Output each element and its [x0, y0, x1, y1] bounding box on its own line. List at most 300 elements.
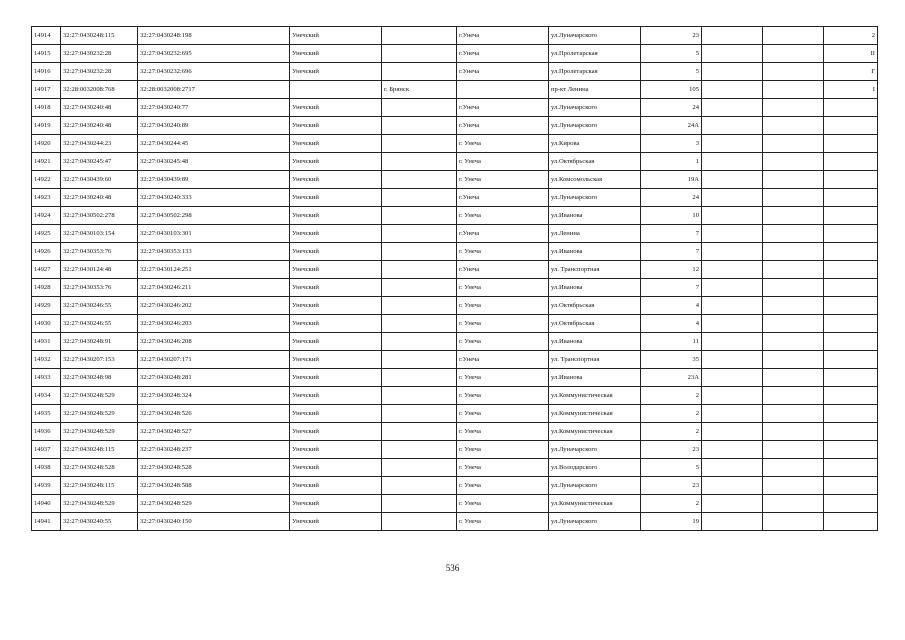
cell-unit: I	[824, 81, 878, 99]
cell-city-name	[382, 63, 457, 81]
cell-parent-cadastral-number: 32:27:0430124:48	[61, 261, 138, 279]
cell-row-number: 14922	[32, 171, 61, 189]
cell-unit	[824, 279, 878, 297]
cell-cadastral-number: 32:27:0430244:45	[138, 135, 290, 153]
cell-city-name	[382, 513, 457, 531]
cell-locality: г. Унеча	[457, 495, 549, 513]
cell-row-number: 14938	[32, 459, 61, 477]
cell-structure	[763, 153, 824, 171]
table-row	[32, 171, 878, 189]
cell-structure	[763, 99, 824, 117]
cell-unit	[824, 459, 878, 477]
cell-locality: г.Унеча	[457, 27, 549, 45]
cell-district: Унечский	[290, 477, 382, 495]
cell-row-number: 14931	[32, 333, 61, 351]
cell-building	[702, 297, 763, 315]
cell-structure	[763, 477, 824, 495]
cell-row-number: 14937	[32, 441, 61, 459]
cell-house-number: 23	[641, 477, 702, 495]
cell-unit	[824, 189, 878, 207]
cell-cadastral-number: 32:27:0430248:198	[138, 27, 290, 45]
cell-city-name	[382, 171, 457, 189]
table-row	[32, 99, 878, 117]
cell-cadastral-number: 32:27:0430232:696	[138, 63, 290, 81]
cell-unit	[824, 207, 878, 225]
cell-row-number: 14917	[32, 81, 61, 99]
cell-unit	[824, 135, 878, 153]
table-row	[32, 513, 878, 531]
cell-district: Унечский	[290, 369, 382, 387]
cell-house-number: 7	[641, 243, 702, 261]
cell-cadastral-number: 32:27:0430246:208	[138, 333, 290, 351]
cell-unit: 2	[824, 27, 878, 45]
cell-structure	[763, 27, 824, 45]
cell-district: Унечский	[290, 99, 382, 117]
cell-street: ул.Луначарского	[549, 513, 641, 531]
cell-street: ул. Транспортная	[549, 351, 641, 369]
table-row	[32, 243, 878, 261]
cell-unit	[824, 243, 878, 261]
cell-district: Унечский	[290, 495, 382, 513]
cell-cadastral-number: 32:27:0430240:150	[138, 513, 290, 531]
cell-city-name	[382, 351, 457, 369]
cell-district: Унечский	[290, 387, 382, 405]
cell-building	[702, 153, 763, 171]
cell-parent-cadastral-number: 32:27:0430248:115	[61, 477, 138, 495]
cell-parent-cadastral-number: 32:27:0430502:278	[61, 207, 138, 225]
cell-unit	[824, 477, 878, 495]
cell-building	[702, 513, 763, 531]
cell-structure	[763, 117, 824, 135]
cell-street: ул.Иванова	[549, 369, 641, 387]
cell-district: Унечский	[290, 441, 382, 459]
cell-unit: II	[824, 45, 878, 63]
cell-parent-cadastral-number: 32:27:0430439:60	[61, 171, 138, 189]
cell-row-number: 14918	[32, 99, 61, 117]
cell-structure	[763, 207, 824, 225]
cell-house-number: 23	[641, 441, 702, 459]
cell-parent-cadastral-number: 32:27:0430248:98	[61, 369, 138, 387]
cell-parent-cadastral-number: 32:27:0430248:529	[61, 495, 138, 513]
table-row	[32, 261, 878, 279]
cell-structure	[763, 135, 824, 153]
cell-unit	[824, 153, 878, 171]
cell-row-number: 14941	[32, 513, 61, 531]
cell-district	[290, 81, 382, 99]
cell-parent-cadastral-number: 32:27:0430353:76	[61, 243, 138, 261]
cell-parent-cadastral-number: 32:27:0430248:115	[61, 441, 138, 459]
table-row	[32, 351, 878, 369]
cell-row-number: 14927	[32, 261, 61, 279]
cell-district: Унечский	[290, 153, 382, 171]
cell-house-number: 23А	[641, 369, 702, 387]
cell-locality: г. Унеча	[457, 333, 549, 351]
cell-unit	[824, 387, 878, 405]
cell-row-number: 14916	[32, 63, 61, 81]
cell-row-number: 14925	[32, 225, 61, 243]
cell-locality: г.Унеча	[457, 189, 549, 207]
cell-structure	[763, 405, 824, 423]
table-row	[32, 189, 878, 207]
cell-structure	[763, 45, 824, 63]
cell-city-name	[382, 117, 457, 135]
cell-building	[702, 117, 763, 135]
cell-city-name	[382, 315, 457, 333]
cell-row-number: 14928	[32, 279, 61, 297]
cell-parent-cadastral-number: 32:27:0430240:55	[61, 513, 138, 531]
cell-row-number: 14921	[32, 153, 61, 171]
cell-house-number: 11	[641, 333, 702, 351]
cell-locality: г. Унеча	[457, 405, 549, 423]
cell-street: ул.Коммунистическая	[549, 495, 641, 513]
cell-structure	[763, 279, 824, 297]
cell-structure	[763, 225, 824, 243]
cell-street: ул.Коммунистическая	[549, 387, 641, 405]
cell-parent-cadastral-number: 32:27:0430248:529	[61, 405, 138, 423]
cell-row-number: 14935	[32, 405, 61, 423]
cell-street: ул.Иванова	[549, 207, 641, 225]
cell-street: ул.Луначарского	[549, 189, 641, 207]
cell-cadastral-number: 32:27:0430248:588	[138, 477, 290, 495]
cell-district: Унечский	[290, 45, 382, 63]
cell-street: ул.Коммунистическая	[549, 405, 641, 423]
cell-row-number: 14926	[32, 243, 61, 261]
cell-house-number: 2	[641, 405, 702, 423]
cell-locality: г. Унеча	[457, 297, 549, 315]
cell-building	[702, 81, 763, 99]
cell-unit	[824, 117, 878, 135]
cell-parent-cadastral-number: 32:27:0430248:529	[61, 423, 138, 441]
cell-locality: г. Унеча	[457, 135, 549, 153]
cell-street: ул.Иванова	[549, 333, 641, 351]
table-row	[32, 225, 878, 243]
cell-house-number: 10	[641, 207, 702, 225]
cell-structure	[763, 495, 824, 513]
cell-building	[702, 261, 763, 279]
cell-building	[702, 99, 763, 117]
cell-street: ул.Пролетарская	[549, 45, 641, 63]
cell-cadastral-number: 32:27:0430124:251	[138, 261, 290, 279]
cell-unit	[824, 315, 878, 333]
table-row	[32, 279, 878, 297]
cell-row-number: 14914	[32, 27, 61, 45]
cell-city-name	[382, 135, 457, 153]
cell-house-number: 12	[641, 261, 702, 279]
cell-house-number: 5	[641, 459, 702, 477]
table-row	[32, 423, 878, 441]
cell-structure	[763, 387, 824, 405]
cell-street: пр-кт Ленина	[549, 81, 641, 99]
table-row	[32, 117, 878, 135]
table-row	[32, 45, 878, 63]
cell-house-number: 23	[641, 27, 702, 45]
cell-locality: г.Унеча	[457, 225, 549, 243]
cell-building	[702, 333, 763, 351]
page-number: 536	[445, 563, 460, 573]
table-row	[32, 135, 878, 153]
cell-structure	[763, 261, 824, 279]
cell-structure	[763, 369, 824, 387]
cell-cadastral-number: 32:27:0430248:281	[138, 369, 290, 387]
cell-street: ул.Луначарского	[549, 27, 641, 45]
table-row	[32, 27, 878, 45]
cell-city-name	[382, 369, 457, 387]
cell-city-name	[382, 333, 457, 351]
cell-house-number: 7	[641, 279, 702, 297]
cell-structure	[763, 333, 824, 351]
cell-house-number: 5	[641, 63, 702, 81]
cell-street: ул.Пролетарская	[549, 63, 641, 81]
cell-unit	[824, 171, 878, 189]
cell-city-name	[382, 225, 457, 243]
cell-house-number: 24	[641, 189, 702, 207]
cell-city-name	[382, 243, 457, 261]
cell-building	[702, 423, 763, 441]
table-row	[32, 333, 878, 351]
cell-city-name	[382, 189, 457, 207]
cell-row-number: 14934	[32, 387, 61, 405]
cell-city-name: г. Брянск	[382, 81, 457, 99]
cell-building	[702, 207, 763, 225]
cell-unit	[824, 405, 878, 423]
cell-parent-cadastral-number: 32:27:0430248:529	[61, 387, 138, 405]
cell-row-number: 14936	[32, 423, 61, 441]
cell-district: Унечский	[290, 459, 382, 477]
cell-parent-cadastral-number: 32:27:0430232:28	[61, 45, 138, 63]
cell-locality: г. Унеча	[457, 153, 549, 171]
cell-building	[702, 189, 763, 207]
cell-city-name	[382, 99, 457, 117]
cell-parent-cadastral-number: 32:27:0430246:55	[61, 315, 138, 333]
cell-parent-cadastral-number: 32:27:0430353:76	[61, 279, 138, 297]
table-row	[32, 477, 878, 495]
cell-cadastral-number: 32:27:0430240:77	[138, 99, 290, 117]
cell-building	[702, 171, 763, 189]
cell-street: ул.Володарского	[549, 459, 641, 477]
cell-building	[702, 459, 763, 477]
cell-row-number: 14929	[32, 297, 61, 315]
cell-unit	[824, 225, 878, 243]
cell-building	[702, 387, 763, 405]
cell-building	[702, 135, 763, 153]
cell-district: Унечский	[290, 333, 382, 351]
cell-city-name	[382, 459, 457, 477]
cell-house-number: 19	[641, 513, 702, 531]
cell-locality	[457, 81, 549, 99]
table-row	[32, 495, 878, 513]
cell-locality: г.Унеча	[457, 117, 549, 135]
cell-house-number: 4	[641, 297, 702, 315]
cell-locality: г. Унеча	[457, 387, 549, 405]
cell-structure	[763, 459, 824, 477]
cell-street: ул.Иванова	[549, 243, 641, 261]
cell-district: Унечский	[290, 297, 382, 315]
cell-house-number: 2	[641, 387, 702, 405]
cell-cadastral-number: 32:27:0430439:89	[138, 171, 290, 189]
cell-locality: г. Унеча	[457, 477, 549, 495]
cell-locality: г. Унеча	[457, 243, 549, 261]
cell-district: Унечский	[290, 27, 382, 45]
cell-district: Унечский	[290, 135, 382, 153]
cell-unit	[824, 351, 878, 369]
cell-parent-cadastral-number: 32:27:0430245:47	[61, 153, 138, 171]
table-row	[32, 207, 878, 225]
cell-structure	[763, 171, 824, 189]
cell-parent-cadastral-number: 32:27:0430232:28	[61, 63, 138, 81]
cell-house-number: 24	[641, 99, 702, 117]
cell-locality: г.Унеча	[457, 351, 549, 369]
cell-city-name	[382, 153, 457, 171]
cell-unit	[824, 369, 878, 387]
cell-unit	[824, 99, 878, 117]
cell-street: ул.Кирова	[549, 135, 641, 153]
cell-district: Унечский	[290, 225, 382, 243]
cell-parent-cadastral-number: 32:27:0430248:91	[61, 333, 138, 351]
cell-district: Унечский	[290, 261, 382, 279]
cell-cadastral-number: 32:27:0430248:528	[138, 459, 290, 477]
cell-district: Унечский	[290, 405, 382, 423]
cell-district: Унечский	[290, 315, 382, 333]
cell-unit	[824, 261, 878, 279]
cell-building	[702, 45, 763, 63]
cell-row-number: 14930	[32, 315, 61, 333]
register-table-body	[32, 27, 878, 531]
cell-structure	[763, 297, 824, 315]
cell-house-number: 105	[641, 81, 702, 99]
cell-house-number: 3	[641, 135, 702, 153]
cell-building	[702, 243, 763, 261]
cell-unit: Г	[824, 63, 878, 81]
cell-locality: г.Унеча	[457, 45, 549, 63]
cell-row-number: 14932	[32, 351, 61, 369]
cell-district: Унечский	[290, 351, 382, 369]
table-row	[32, 369, 878, 387]
cell-street: ул.Комсомольская	[549, 171, 641, 189]
cell-row-number: 14933	[32, 369, 61, 387]
cell-building	[702, 477, 763, 495]
cell-house-number: 5	[641, 45, 702, 63]
cell-cadastral-number: 32:27:0430248:237	[138, 441, 290, 459]
table-row	[32, 459, 878, 477]
cell-street: ул.Луначарского	[549, 117, 641, 135]
cell-cadastral-number: 32:27:0430232:695	[138, 45, 290, 63]
cell-house-number: 2	[641, 423, 702, 441]
cell-locality: г.Унеча	[457, 261, 549, 279]
table-row	[32, 297, 878, 315]
cell-street: ул.Октябрьская	[549, 297, 641, 315]
cell-street: ул.Луначарского	[549, 441, 641, 459]
cell-unit	[824, 495, 878, 513]
cell-street: ул.Коммунистическая	[549, 423, 641, 441]
cell-district: Унечский	[290, 423, 382, 441]
cell-row-number: 14939	[32, 477, 61, 495]
cell-parent-cadastral-number: 32:27:0430248:528	[61, 459, 138, 477]
table-row	[32, 405, 878, 423]
cell-cadastral-number: 32:27:0430248:527	[138, 423, 290, 441]
cell-cadastral-number: 32:27:0430248:324	[138, 387, 290, 405]
cell-district: Унечский	[290, 63, 382, 81]
register-table	[31, 26, 878, 531]
cell-row-number: 14940	[32, 495, 61, 513]
cell-parent-cadastral-number: 32:27:0430240:48	[61, 189, 138, 207]
cell-building	[702, 495, 763, 513]
cell-structure	[763, 81, 824, 99]
cell-locality: г. Унеча	[457, 423, 549, 441]
cell-building	[702, 441, 763, 459]
cell-house-number: 2	[641, 495, 702, 513]
cell-cadastral-number: 32:27:0430248:526	[138, 405, 290, 423]
cell-parent-cadastral-number: 32:27:0430246:55	[61, 297, 138, 315]
cell-cadastral-number: 32:27:0430207:171	[138, 351, 290, 369]
cell-city-name	[382, 477, 457, 495]
cell-building	[702, 279, 763, 297]
table-row	[32, 315, 878, 333]
cell-locality: г. Унеча	[457, 369, 549, 387]
cell-city-name	[382, 279, 457, 297]
cell-structure	[763, 423, 824, 441]
cell-street: ул.Ленина	[549, 225, 641, 243]
cell-locality: г. Унеча	[457, 513, 549, 531]
cell-building	[702, 63, 763, 81]
cell-city-name	[382, 405, 457, 423]
cell-unit	[824, 423, 878, 441]
cell-district: Унечский	[290, 207, 382, 225]
cell-cadastral-number: 32:27:0430245:48	[138, 153, 290, 171]
cell-unit	[824, 333, 878, 351]
cell-structure	[763, 351, 824, 369]
cell-cadastral-number: 32:27:0430246:211	[138, 279, 290, 297]
cell-house-number: 19А	[641, 171, 702, 189]
cell-unit	[824, 513, 878, 531]
cell-unit	[824, 297, 878, 315]
table-row	[32, 153, 878, 171]
cell-cadastral-number: 32:27:0430246:202	[138, 297, 290, 315]
cell-structure	[763, 513, 824, 531]
cell-building	[702, 369, 763, 387]
cell-city-name	[382, 387, 457, 405]
cell-parent-cadastral-number: 32:28:0032008:768	[61, 81, 138, 99]
cell-district: Унечский	[290, 117, 382, 135]
table-row	[32, 81, 878, 99]
cell-house-number: 4	[641, 315, 702, 333]
cell-district: Унечский	[290, 243, 382, 261]
cell-street: ул.Луначарского	[549, 477, 641, 495]
cell-parent-cadastral-number: 32:27:0430240:48	[61, 117, 138, 135]
cell-locality: г. Унеча	[457, 171, 549, 189]
cell-structure	[763, 243, 824, 261]
cell-city-name	[382, 27, 457, 45]
cell-structure	[763, 315, 824, 333]
cell-house-number: 7	[641, 225, 702, 243]
table-row	[32, 441, 878, 459]
cell-structure	[763, 441, 824, 459]
cell-cadastral-number: 32:27:0430103:301	[138, 225, 290, 243]
cell-parent-cadastral-number: 32:27:0430248:115	[61, 27, 138, 45]
cell-building	[702, 27, 763, 45]
cell-cadastral-number: 32:27:0430246:203	[138, 315, 290, 333]
cell-building	[702, 225, 763, 243]
cell-parent-cadastral-number: 32:27:0430207:153	[61, 351, 138, 369]
cell-cadastral-number: 32:27:0430240:333	[138, 189, 290, 207]
cell-city-name	[382, 441, 457, 459]
cell-house-number: 24А	[641, 117, 702, 135]
cell-row-number: 14915	[32, 45, 61, 63]
cell-locality: г. Унеча	[457, 279, 549, 297]
cell-cadastral-number: 32:27:0430248:529	[138, 495, 290, 513]
cell-street: ул.Иванова	[549, 279, 641, 297]
cell-unit	[824, 441, 878, 459]
cell-district: Унечский	[290, 171, 382, 189]
